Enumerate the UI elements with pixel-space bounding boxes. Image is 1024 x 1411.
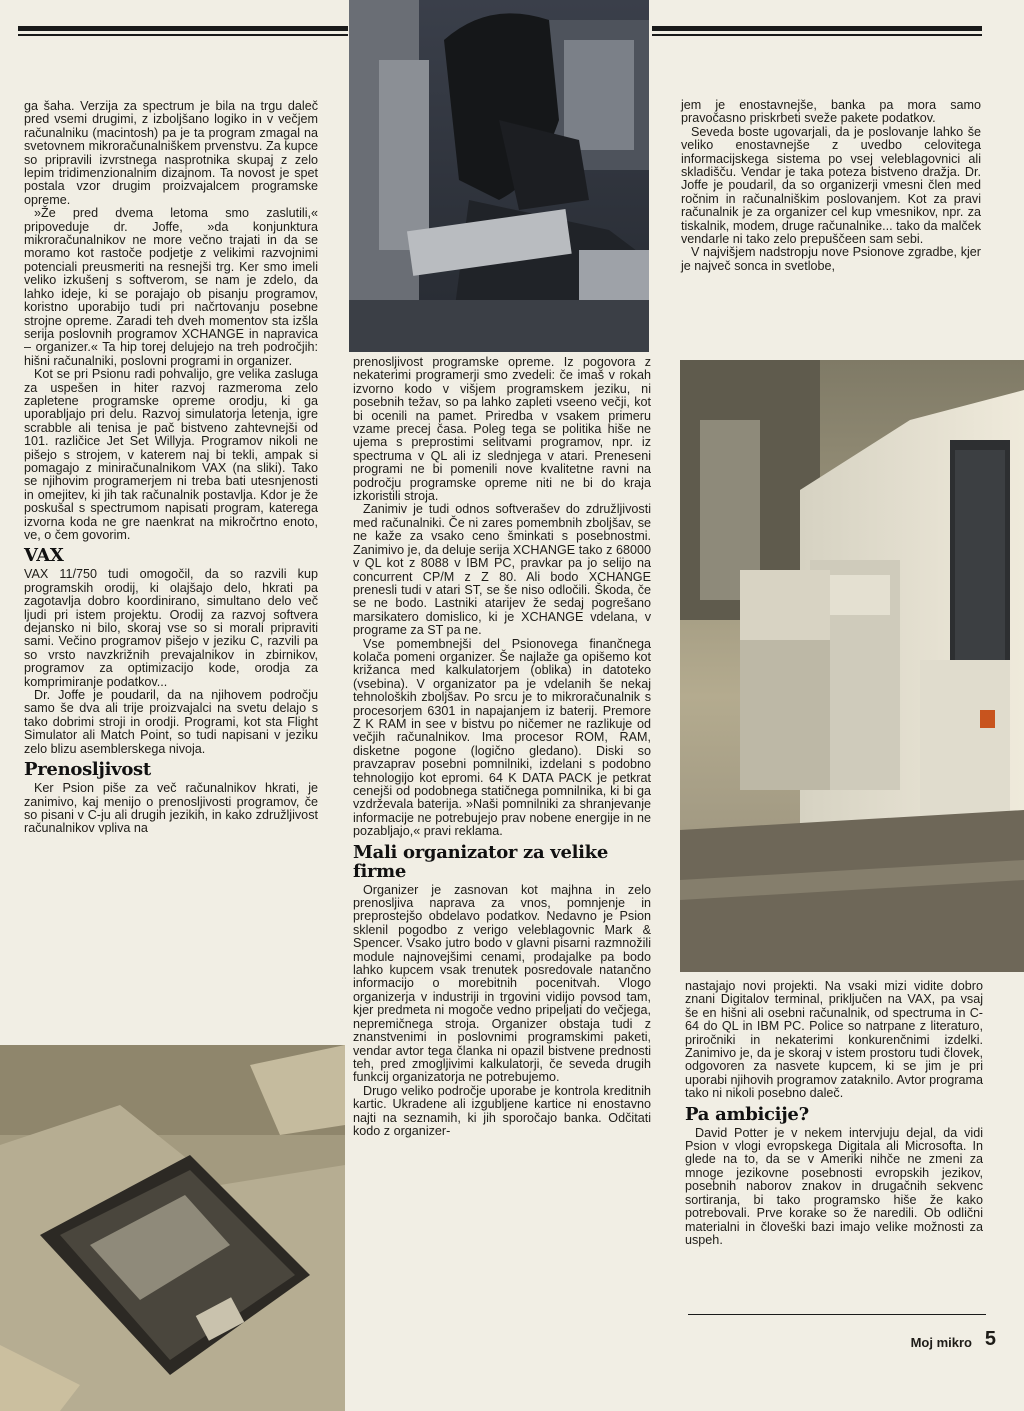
paragraph: Dr. Joffe je poudaril, da na njihovem področju samo še dva ali trije proizvajalci na svetu delajo s tako dobrimi stroji in orodji. Programi, kot sta Flight Simulator ali Match Point, so tudi napisani v jeziku zelo blizu asemblerskega nivoja. [24,688,318,756]
paragraph: Organizer je zasnovan kot majhna in zelo prenosljiva naprava za vnos, pomnjenje in preprostejšo obdelavo podatkov. Nedavno je Psion sklenil pogodbo z verigo veleblagovnic Mark & Spencer. Vsako jutro bodo v glavni pisarni razmnožili module najnovejšimi cenami, prodajalke pa bodo lahko kupcem vsak trenutek posredovale natančno informacijo o morebitnih pocenitvah. Vlogo organizerja v industriji in trgovini vidijo povsod tam, kjer predmeta ni mogoče vedno pripeljati do večjega, nepremičnega stroja. Organizer obstaja tudi z znanstvenimi in poslovnimi programskimi paketi, vendar avtor tega članka ni opazil bistvene prednosti teh, pred zmogljivimi kalkulatorji, če seveda drugih funkcij organizatorja ne potrebujemo. [353,882,651,1085]
paragraph: Seveda boste ugovarjali, da je poslovanje lahko še veliko enostavnejše z uvedbo celovitega informacijskega sistema po vsej veleblagovnici ali skladišču. Vendar je taka poteza bistveno dražja. Dr. Joffe je poudaril, da so organizerji vmesni člen med ročnim in računalniškim poslovanjem. Kot za pravi računalnik je za organizer cel kup vmesnikov, npr. za tiskalnik, modem, druge računalnike... tako da malček vendarle ni tako zelo prepuščeen sam sebi. [681,124,981,247]
photo-vax-computer [680,360,1024,972]
heading-prenosljivost: Prenosljivost [24,759,151,781]
header-rule-left [18,26,348,31]
paragraph: jem je enostavnejše, banka pa mora samo pravočasno priskrbeti sveže pakete podatkov. [681,98,981,126]
paragraph: David Potter je v nekem intervjuju dejal, da vidi Psion v vlogi evropskega Digitala ali Microsofta. In glede na to, da se v Ameriki nihče ne zmeni za mnoge jezikovne posebnosti evropskih jezikov, posebnih naborov znakov in drugačnih sekvenc sortiranja, bi tako programsko hiše že kako potrebovali. Prve korake so že naredili. Ob odlični materialni in človeški bazi imajo velike možnosti za uspeh. [685,1125,983,1247]
paragraph: Drugo veliko področje uporabe je kontrola kreditnih kartic. Ukradene ali izgubljene kartice ni enostavno najti na seznamih, ki jih sporočajo banka. Odčitati kodo z organizer- [353,1083,651,1138]
paragraph: prenosljivost programske opreme. Iz pogovora z nekaterimi programerji smo zvedeli: če imaš v rokah izvorno kodo v višjem programskem jeziku, ni posebnih težav, so pa lahko zapleti vseeno večji, kot bi ocenili na pamet. Priredba v vsakem primeru vzame precej časa. Poleg tega se politika hiše ne ujema s preprostimi selitvami programov, npr. iz spectruma v QL ali iz slednjega v atari. Preneseni programi ne bi pomenili nove kvalitetne ravni na področju programske opreme niti ne bi do kraja izkoristili stroja. [353,355,651,504]
heading-mali-organizator: Mali organizator za velike firme [353,841,609,882]
paragraph: VAX 11/750 tudi omogočil, da so razvili kup programskih orodij, ki olajšajo delo, hkrati pa zagotavlja dobro koordinirano, simultano delo več ljudi pri istem projektu. Orodij za razvoj softvera dejansko ni bilo, skoraj vse so si morali pripraviti sami. Večino programov pišejo v jeziku C, razvili pa so vrsto navzkrižnih prevajalnikov in zbirnikov, programov za optimizacijo kode, orodja za komprimiranje podatkov... [24,567,318,689]
column-3-top [681,99,981,273]
paragraph: V najvišjem nadstropju nove Psionove zgradbe, kjer je največ sonca in svetlobe, [681,245,981,273]
footer-rule [688,1314,986,1315]
paragraph: Vse pomembnejši del Psionovega finančnega kolača pomeni organizer. Še najlaže ga opišemo kot križanca med kalkulatorjem (oblika) in datoteko (vsebina). V organizator pa je vdelanih še nekaj tehnoloških zboljšav. Po srcu je to mikroračunalnik s procesorjem 6301 in napajanjem iz baterij. Premore Z K RAM in see v bistvu po ničemer ne razlikuje od večjih računalnikov. Ima procesor ROM, RAM, disketne pogone (logično gledano). Diski so pravzaprav posebni pomnilniki, izdelani s podobno tehnologijo kot epromi. 64 K DATA PACK je petkrat cenejši od podobnega statičnega pomnilnika, ki bi ga vzdrževala baterija. »Naši pomnilniki za shranjevanje informacije ne potrebujejo prav nobene energije in ne pozabljajo,« pravi reklama. [353,636,651,839]
header-rule-left-thin [18,34,348,36]
magazine-name: Moj mikro [910,1335,972,1350]
paragraph: ga šaha. Verzija za spectrum je bila na trgu daleč pred vsemi drugimi, z izboljšano logiko in v večjem računalniku (macintosh) pa je ta program zmagal na svetovnem mikroračunalniškem prvenstvu. Za kupce so pripravili izvrstnega nasprotnika skupaj z zelo lepim tridimenzionalnim dizajnom. Ta novost je spet postala vzor drugim proizvajalcem programske opreme. [24,99,318,207]
paragraph: Zanimiv je tudi odnos softverašev do združljivosti med računalniki. Če ni zares pomembnih zboljšav, se ne kaže za vsako ceno šminkati s posebnostmi. Zanimivo je, da deluje serija XCHANGE tako z 68000 v QL kot z 8088 v IBM PC, pravkar pa jo selijo na concurrent CP/M z Z 80. Ali bodo XCHANGE prenesli tudi v atari ST, se še niso odločili. Škoda, če se ne bodo. Lastniki atarijev že sedaj pogrešano marsikatero domislico, ki je XCHANGE vdelana, v programe za ST pa ne. [353,502,651,638]
page-number: 5 [984,1328,996,1350]
header-rule-right-thin [652,34,982,36]
photo-organizer-device [0,1045,345,1411]
paragraph: »Že pred dvema letoma smo zaslutili,« pripoveduje dr. Joffe, »da konjunktura mikroračunalnikov ne more večno trajati in da se moramo kot rastoče podjetje z velikimi razvojnimi potenciali preusmeriti na resnejši trg. Ker smo imeli veliko izkušenj s softverom, se nam je zdelo, da lahko ideje, ki se porajajo ob pisanju programov, koristno uporabijo tudi pri načrtovanju posebne strojne opreme. Zaradi teh dveh momentov sta izšla serija poslovnih programov XCHANGE in napravica – organizer.« Ta hip torej delujejo na treh področjih: hišni računalniki, poslovni programi in organizer. [24,206,318,368]
header-rule-right [652,26,982,31]
photo-programmer [349,0,649,352]
heading-vax: VAX [24,545,64,567]
column-1-top [24,100,318,836]
paragraph: nastajajo novi projekti. Na vsaki mizi vidite dobro znani Digitalov terminal, priključen na VAX, pa vsaj še en hišni ali osebni računalnik, od spectruma in C-64 do QL in IBM PC. Police so natrpane z literaturo, priročniki in nekaterimi konkurenčnimi izdelki. Zanimivo je, da je skoraj v istem prostoru tudi človek, odgovoren za nasvete kupcem, ki se jim je pri uporabi njihovih programov zataknilo. Avtor programa tako ni nikoli posebno daleč. [685,979,983,1101]
column-3-bottom [685,980,983,1247]
paragraph: Kot se pri Psionu radi pohvalijo, gre velika zasluga za uspešen in hiter razvoj razmeroma zelo zapletene programske opreme orodju, ki ga uporabljajo pri delu. Razvoj simulatorja letenja, igre scrabble ali tenisa je pač bistveno zahtevnejši od 101. različice Jet Set Willyja. Programov nikoli ne pišejo s strojem, v katerem naj bi tekli, ampak si pomagajo z miniračunalnikom VAX (na sliki). Tako se njihovim programerjem ni treba bati utesnjenosti in omejitev, ki jih tak računalnik postavlja. Kdor je že poskušal s spectrumom napisati program, katerega izvorna koda ne gre naenkrat na mikročrtno enoto, ve, o čem govorim. [24,367,318,542]
column-2 [353,356,651,1138]
paragraph: Ker Psion piše za več računalnikov hkrati, je zanimivo, kaj menijo o prenosljivosti programov, če so pisani v C-ju ali drugih jezikih, in kako združljivost računalnikov vpliva na [24,781,318,836]
heading-pa-ambicije: Pa ambicije? [685,1103,809,1125]
